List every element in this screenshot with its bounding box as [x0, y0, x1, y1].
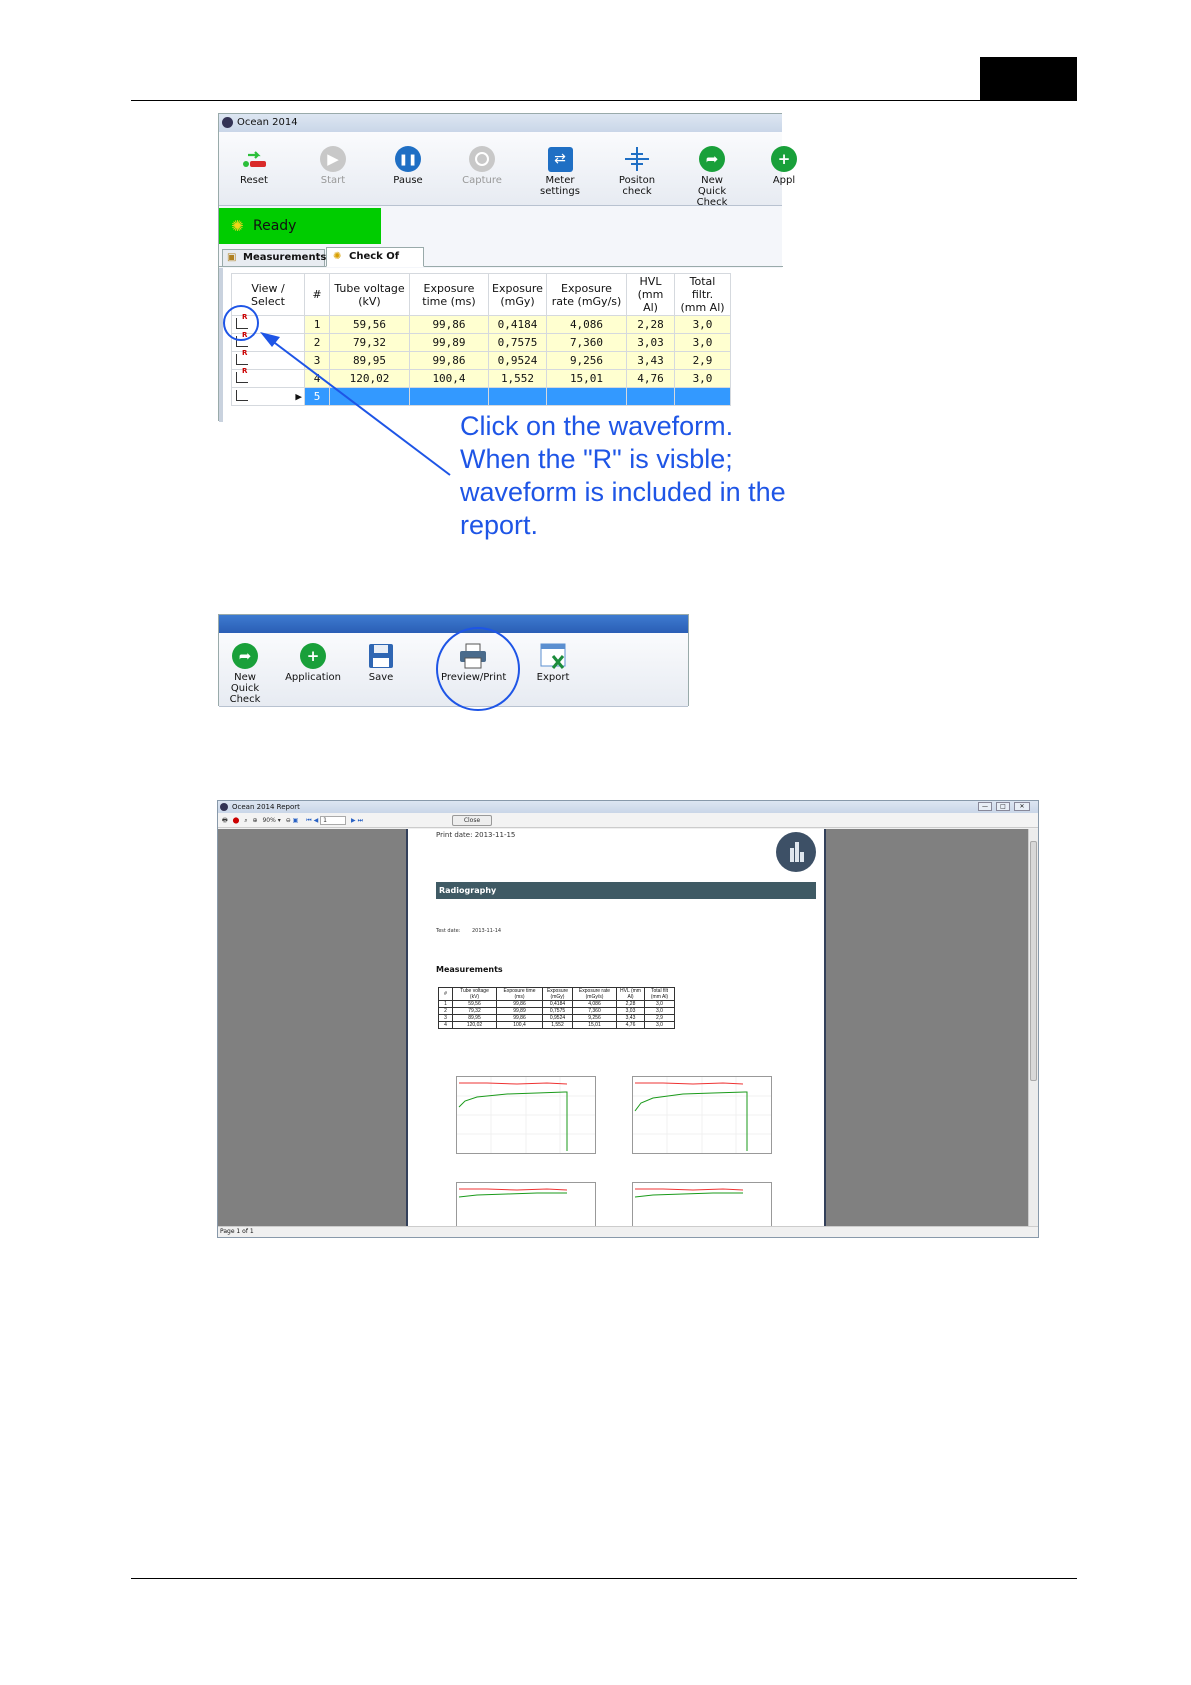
capture-label: Capture — [462, 175, 502, 186]
crosshair-icon — [624, 146, 650, 172]
cell: 2 — [305, 334, 330, 352]
report-statusbar — [218, 1226, 1038, 1237]
meter-settings-icon: ⇄ — [548, 147, 573, 172]
pause-label: Pause — [393, 175, 423, 186]
cell: 99,86 — [410, 352, 489, 370]
application-button-partial[interactable] — [759, 146, 809, 186]
col-total-filtr: Total filtr. (mm Al) — [675, 274, 731, 316]
next-page-icon[interactable]: ▶ — [351, 817, 356, 824]
table-row: 4 120,02 100,4 1,552 15,01 4,76 3,0 — [439, 1022, 675, 1029]
cell: 0,4184 — [489, 316, 547, 334]
cell: 3,03 — [627, 334, 675, 352]
waveform-r-icon: R — [236, 336, 248, 347]
fit-page-icon[interactable]: ▣ — [292, 817, 299, 824]
arrow-icon: ➦ — [699, 146, 725, 172]
cell: 3,0 — [675, 334, 731, 352]
save-label: Save — [368, 672, 394, 683]
preview-print-label: Preview/Print — [441, 672, 507, 683]
application-label: Application — [285, 672, 341, 683]
zoom-dropdown-icon[interactable]: ▾ — [277, 817, 281, 824]
mini-col: Exposure (mGy) — [543, 988, 573, 1001]
zoom-in-icon[interactable]: ⊕ — [252, 817, 258, 824]
mini-col: Tube voltage (kV) — [453, 988, 497, 1001]
table-row: 2 79,32 99,89 0,7575 7,360 3,03 3,0 — [439, 1008, 675, 1015]
report-viewport — [218, 829, 1028, 1227]
cell: 1 — [305, 316, 330, 334]
export-label: Export — [536, 672, 570, 683]
cell: 79,32 — [330, 334, 410, 352]
test-date-row — [436, 928, 501, 934]
col-exposure: Exposure (mGy) — [489, 274, 547, 316]
cell: 7,360 — [547, 334, 627, 352]
waveform-plot — [457, 1183, 595, 1231]
header-page-box — [980, 57, 1077, 101]
print-date: Print date: 2013-11-15 — [436, 831, 516, 839]
last-page-icon[interactable]: ⏭ — [357, 817, 363, 824]
capture-button[interactable] — [457, 146, 507, 186]
callout-text: Click on the waveform. When the "R" is visble; waveform is included in the report. — [460, 411, 786, 540]
close-window-icon[interactable]: ✕ — [1014, 802, 1030, 811]
pause-button[interactable] — [383, 146, 433, 186]
cell: 89,95 — [330, 352, 410, 370]
report-app-icon — [220, 803, 228, 811]
app-titlebar — [219, 114, 782, 132]
tab-measurements[interactable] — [222, 249, 325, 266]
cell: 100,4 — [410, 370, 489, 388]
zoom-out-icon[interactable]: ⊖ — [285, 817, 291, 824]
pdf-icon[interactable]: ⬤ — [232, 817, 240, 824]
reset-button[interactable] — [229, 146, 279, 186]
cell: 3,43 — [627, 352, 675, 370]
table-row: 1 59,56 99,86 0,4184 4,086 2,28 3,0 — [439, 1001, 675, 1008]
application-icon: + — [300, 643, 326, 669]
find-icon[interactable]: ⌕ — [244, 817, 248, 824]
first-page-icon[interactable]: ⏮ — [306, 817, 312, 824]
cell: 9,256 — [547, 352, 627, 370]
col-index: # — [305, 274, 330, 316]
cell: 4,086 — [547, 316, 627, 334]
report-page — [406, 829, 826, 1227]
meter-settings-label: Meter settings — [540, 175, 580, 197]
cell — [489, 388, 547, 406]
waveform-r-icon: R — [236, 372, 248, 383]
waveform-plot — [633, 1183, 771, 1231]
clipboard-icon: ▣ — [227, 252, 237, 263]
row-pointer-icon: ▶ — [295, 389, 302, 403]
cell: 59,56 — [330, 316, 410, 334]
report-title: Ocean 2014 Report — [232, 803, 300, 811]
cell — [547, 388, 627, 406]
new-quick-check-button-2[interactable] — [223, 643, 267, 705]
maximize-icon[interactable]: □ — [996, 802, 1010, 811]
meter-settings-button[interactable] — [525, 146, 595, 197]
report-close-button[interactable]: Close — [452, 815, 492, 826]
cell: 1,552 — [489, 370, 547, 388]
mini-col: Total filt (mm Al) — [645, 988, 675, 1001]
report-toolbar — [218, 813, 1038, 828]
minimize-icon[interactable]: — — [978, 802, 992, 811]
app-title: Ocean 2014 — [237, 117, 298, 128]
cell: 5 — [305, 388, 330, 406]
col-exposure-time: Exposure time (ms) — [410, 274, 489, 316]
cell: 3,0 — [675, 316, 731, 334]
start-button-visual[interactable] — [308, 146, 358, 186]
test-date-label: Test date: — [436, 928, 461, 934]
preview-print-highlight — [430, 624, 530, 714]
position-check-button[interactable] — [603, 146, 671, 197]
cell: 2,9 — [675, 352, 731, 370]
tab-measurements-label: Measurements — [243, 252, 327, 263]
plus-icon: + — [771, 146, 797, 172]
waveform-chart-4 — [632, 1182, 772, 1232]
mini-col: # — [439, 988, 453, 1001]
waveform-r-icon: R — [236, 354, 248, 365]
new-quick-check-button[interactable] — [687, 146, 737, 208]
measurements-heading: Measurements — [436, 965, 503, 974]
reset-icon — [241, 146, 267, 172]
application-button[interactable] — [283, 643, 343, 683]
app-logo-icon — [222, 117, 233, 128]
waveform-chart-1 — [456, 1076, 596, 1154]
position-check-label: Positon check — [618, 175, 656, 197]
report-measurement-table — [438, 987, 675, 1029]
prev-page-icon[interactable]: ◀ — [313, 817, 319, 824]
cell: 2,28 — [627, 316, 675, 334]
application-label-partial: Appl — [772, 175, 796, 186]
cell: 4 — [305, 370, 330, 388]
new-quick-check-label: New Quick Check — [696, 175, 728, 208]
cell: 99,86 — [410, 316, 489, 334]
app-toolbar — [219, 132, 796, 208]
new-quick-check-label-2: New Quick Check — [229, 672, 261, 705]
waveform-chart-2 — [632, 1076, 772, 1154]
scroll-thumb[interactable] — [1030, 841, 1037, 1081]
excel-export-icon — [540, 643, 566, 669]
capture-icon — [469, 146, 495, 172]
cell — [675, 388, 731, 406]
cell: 120,02 — [330, 370, 410, 388]
tab-check-of-kvp[interactable] — [326, 247, 424, 267]
mini-col: HVL (mm Al) — [617, 988, 645, 1001]
new-quick-check-icon: ➦ — [232, 643, 258, 669]
test-date-value: 2013-11-14 — [472, 928, 502, 934]
status-ready-badge — [219, 208, 381, 244]
cell: 3 — [305, 352, 330, 370]
start-label: Start — [320, 175, 346, 186]
report-titlebar — [218, 801, 1038, 813]
cell: 3,0 — [675, 370, 731, 388]
header-rule — [131, 100, 1077, 101]
cell: 4,76 — [627, 370, 675, 388]
bulb-tab-icon: ✺ — [333, 251, 342, 262]
save-icon — [368, 643, 394, 669]
tab-check-of-kvp-label: Check Of — [349, 251, 400, 262]
page-count-status: Page 1 of 1 — [220, 1228, 254, 1235]
reset-label: Reset — [240, 175, 268, 186]
waveform-plot — [633, 1077, 771, 1153]
cell: 0,7575 — [489, 334, 547, 352]
footer-rule — [131, 1578, 1077, 1579]
status-text: Ready — [253, 218, 297, 234]
gammex-logo — [776, 832, 816, 872]
lightbulb-icon: ✺ — [231, 217, 244, 235]
col-view-select: View / Select — [232, 274, 305, 316]
play-icon: ▶ — [320, 146, 346, 172]
cell: 15,01 — [547, 370, 627, 388]
mini-col: Exposure time (ms) — [497, 988, 543, 1001]
annotation-arrow — [200, 290, 480, 490]
page-number-input[interactable]: 1 — [320, 816, 346, 825]
table-row: 3 89,95 99,86 0,9524 9,256 3,43 2,9 — [439, 1015, 675, 1022]
section-bar — [436, 882, 816, 899]
cell: 99,89 — [410, 334, 489, 352]
print-icon[interactable]: 🖶 — [222, 817, 228, 824]
cell: 0,9524 — [489, 352, 547, 370]
export-button[interactable] — [531, 643, 575, 683]
zoom-select[interactable]: 90% — [262, 817, 276, 824]
mini-col: Exposure rate (mGy/s) — [573, 988, 617, 1001]
waveform-r-icon: R — [236, 318, 248, 329]
waveform-chart-3 — [456, 1182, 596, 1232]
col-tube-voltage: Tube voltage (kV) — [330, 274, 410, 316]
cell — [627, 388, 675, 406]
report-window — [217, 800, 1039, 1238]
tab-bar — [219, 247, 783, 267]
section-title: Radiography — [439, 886, 497, 895]
save-button[interactable] — [359, 643, 403, 683]
col-hvl: HVL (mm Al) — [627, 274, 675, 316]
pause-icon: ❚❚ — [395, 146, 421, 172]
waveform-plot — [457, 1077, 595, 1153]
col-exposure-rate: Exposure rate (mGy/s) — [547, 274, 627, 316]
report-scrollbar[interactable] — [1028, 829, 1038, 1227]
